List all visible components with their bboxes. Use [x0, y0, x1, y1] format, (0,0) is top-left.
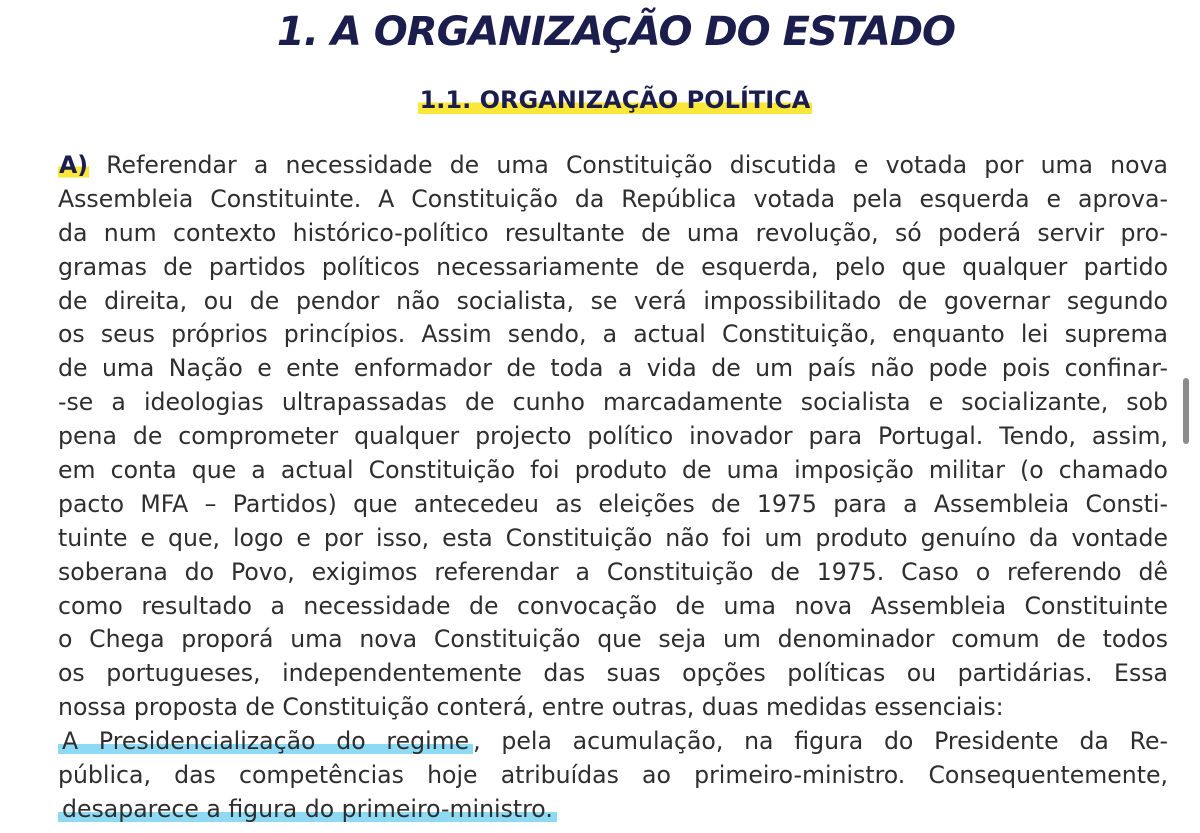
paragraph-line: os seus próprios princípios. Assim sendo, a actual Constituição, enquanto lei suprema [58, 320, 1168, 349]
paragraph-line: os portugueses, independentemente das suas opções políticas ou partidárias. Essa [58, 659, 1168, 688]
paragraph-line: tuinte e que, logo e por isso, esta Constituição não foi um produto genuíno da vontade [58, 523, 1168, 552]
highlighted-phrase: desaparece a figura do primeiro-ministro. [58, 795, 557, 823]
section-subtitle: 1.1. ORGANIZAÇÃO POLÍTICA [419, 86, 811, 114]
paragraph-line: de uma Nação e ente enformador de toda a vida de um país não pode pois confinar- [58, 354, 1168, 383]
item-label: A) [59, 151, 89, 179]
paragraph-line [58, 793, 1168, 827]
paragraph-line: pena de comprometer qualquer projecto político inovador para Portugal. Tendo, assim, [58, 422, 1168, 451]
subtitle-container [0, 84, 1200, 116]
paragraph-line [58, 725, 1168, 759]
paragraph-line: de direita, ou de pendor não socialista, se verá impossibilitado de governar segundo [58, 286, 1168, 315]
highlighted-phrase: A Presidencialização do regime [58, 727, 473, 755]
paragraph-line: gramas de partidos políticos necessariamente de esquerda, pelo que qualquer partido [58, 252, 1168, 281]
paragraph-line: nossa proposta de Constituição conterá, entre outras, duas medidas essenciais: [58, 693, 1004, 722]
paragraph-line-text: Referendar a necessidade de uma Constituição discutida e votada por uma nova [89, 151, 1168, 179]
paragraph-line: o Chega proporá uma nova Constituição que seja um denominador comum de todos [58, 625, 1168, 654]
paragraph-line [58, 149, 1168, 183]
paragraph-line: Assembleia Constituinte. A Constituição da República votada pela esquerda e aprova- [58, 184, 1168, 213]
scrollbar-thumb[interactable] [1183, 378, 1189, 444]
paragraph-body [58, 149, 1168, 827]
paragraph-line: da num contexto histórico-político resultante de uma revolução, só poderá servir pro- [58, 218, 1168, 247]
paragraph-line: como resultado a necessidade de convocação de uma nova Assembleia Constituinte [58, 591, 1168, 620]
paragraph-line-text: , pela acumulação, na figura do Presidente da Re- [473, 727, 1168, 756]
paragraph-line: pacto MFA – Partidos) que antecedeu as eleições de 1975 para a Assembleia Consti- [58, 489, 1168, 518]
document-title: 1. A ORGANIZAÇÃO DO ESTADO [276, 9, 956, 55]
paragraph-line: pública, das competências hoje atribuídas ao primeiro-ministro. Consequentemente, [58, 761, 1168, 790]
paragraph-line: em conta que a actual Constituição foi produto de uma imposição militar (o chamado [58, 456, 1168, 485]
paragraph-line: soberana do Povo, exigimos referendar a Constituição de 1975. Caso o referendo dê [58, 557, 1168, 586]
paragraph-line: -se a ideologias ultrapassadas de cunho marcadamente socialista e socializante, sob [58, 388, 1168, 417]
